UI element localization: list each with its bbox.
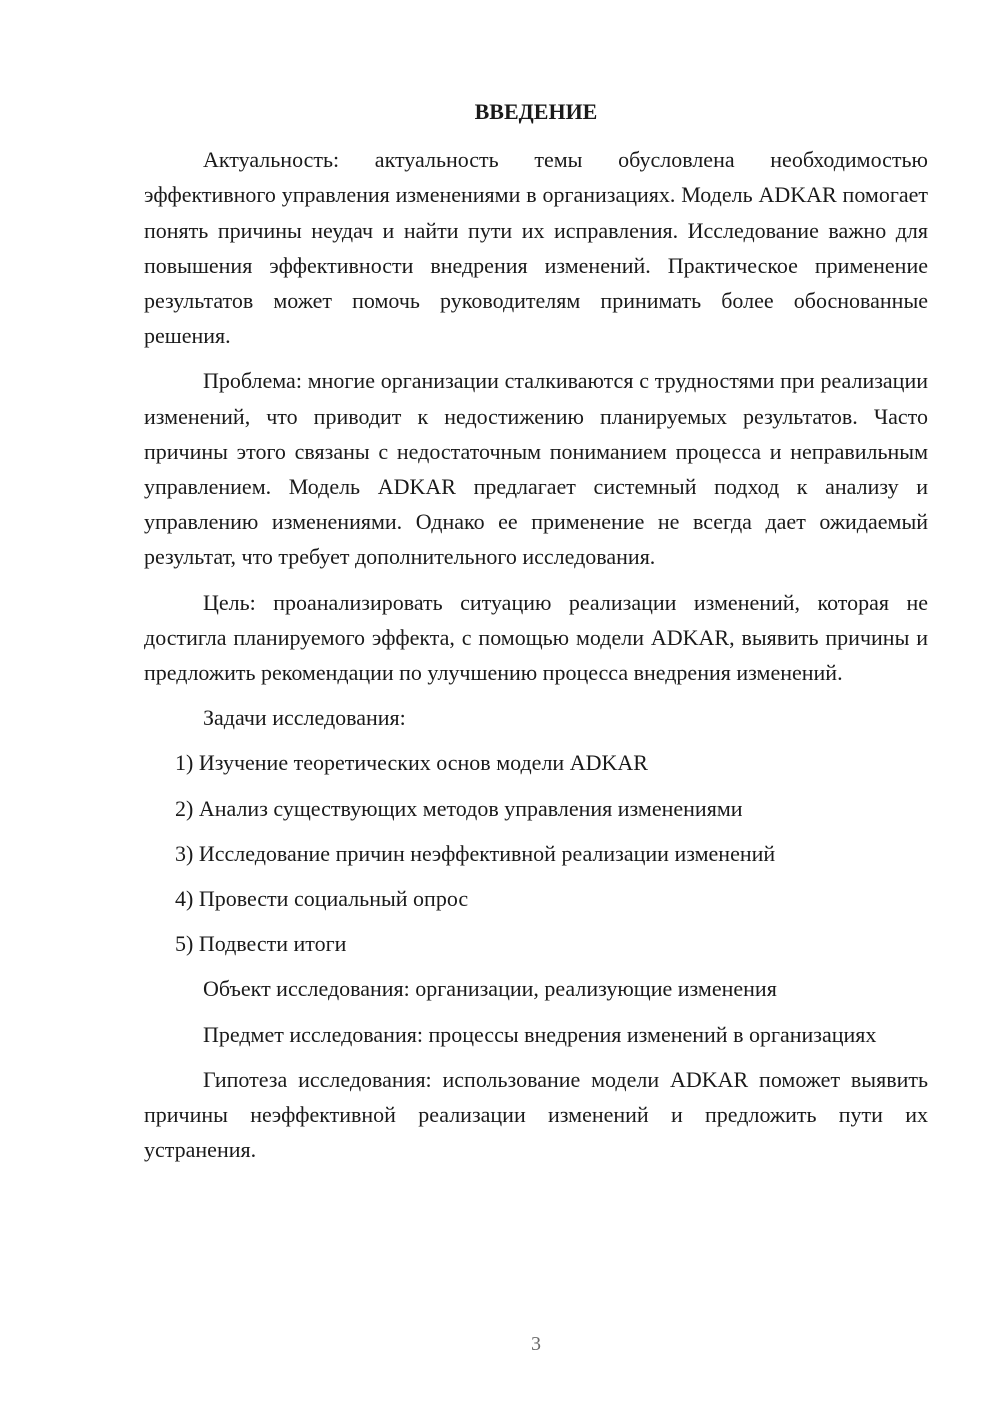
tasks-heading: Задачи исследования: xyxy=(203,705,406,731)
problem-paragraph: Проблема: многие организации сталкиваются с трудностями при реализации изменений, что приводит к недостижению планируемых результатов. Часто причины этого связаны с недостаточным пониманием процесса и неправильным управлением. Модель ADKAR предлагает системный подход к анализу и управлению изменениями. Однако ее применение не всегда дает ожидаемый результат, что требует дополнительного исследования. xyxy=(144,368,928,570)
relevance-paragraph: Актуальность: актуальность темы обусловлена необходимостью эффективного управления изменениями в организациях. Модель ADKAR помогает понять причины неудач и найти пути их исправления. Исследование важно для повышения эффективности внедрения изменений. Практическое применение результатов может помочь руководителям принимать более обоснованные решения. xyxy=(144,147,928,349)
subject-paragraph: Предмет исследования: процессы внедрения изменений в организациях xyxy=(203,1021,877,1047)
goal-paragraph: Цель: проанализировать ситуацию реализации изменений, которая не достигла планируемого эффекта, с помощью модели ADKAR, выявить причины и предложить рекомендации по улучшению процесса внедрения изменений. xyxy=(144,589,928,686)
list-item: 1) Изучение теоретических основ модели ADKAR xyxy=(175,750,648,776)
page-number: 3 xyxy=(531,1333,541,1355)
list-item: 3) Исследование причин неэффективной реализации изменений xyxy=(175,840,776,866)
page-content xyxy=(144,94,928,1177)
object-paragraph: Объект исследования: организации, реализующие изменения xyxy=(203,976,777,1002)
list-item: 5) Подвести итоги xyxy=(175,931,347,957)
tasks-list xyxy=(144,745,928,961)
hypothesis-paragraph: Гипотеза исследования: использование модели ADKAR поможет выявить причины неэффективной реализации изменений и предложить пути их устранения. xyxy=(144,1066,928,1163)
list-item: 4) Провести социальный опрос xyxy=(175,886,469,912)
list-item: 2) Анализ существующих методов управления изменениями xyxy=(175,795,743,821)
page-title: ВВЕДЕНИЕ xyxy=(474,99,598,124)
